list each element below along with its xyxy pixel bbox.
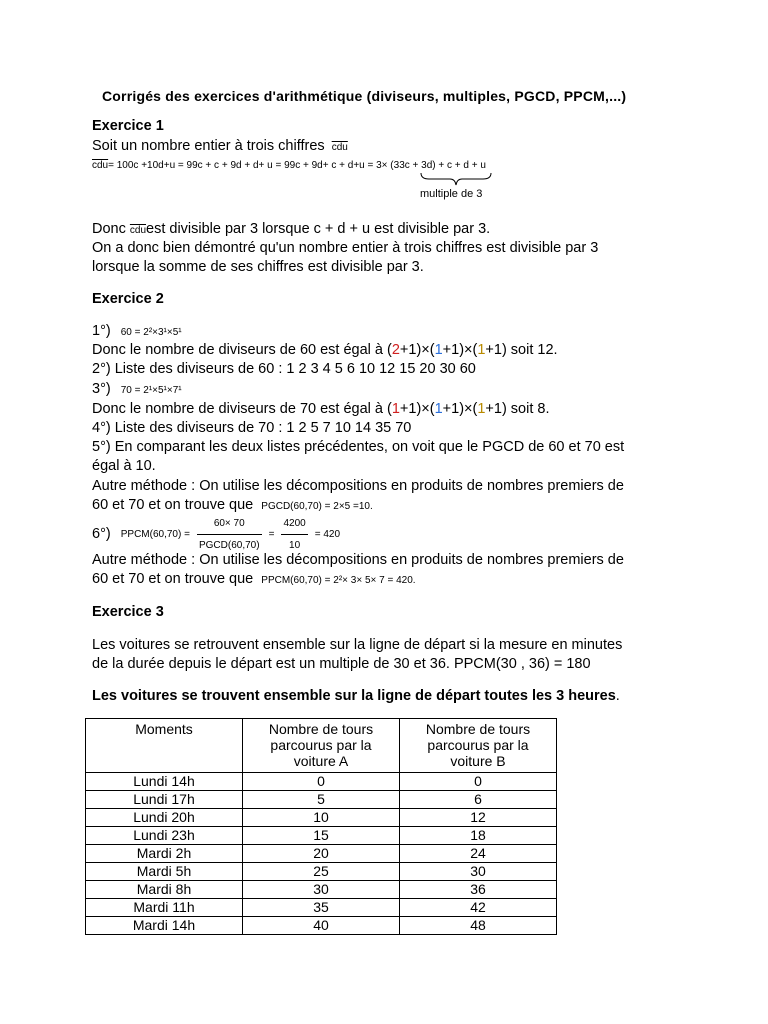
cell-moment: Mardi 11h (86, 899, 243, 917)
equation-text: = 100c +10d+u = 99c + c + 9d + d+ u = 99c + 9d+ c + d+u = 3× (33c + 3d) + c + d + u (108, 160, 486, 171)
underbrace-icon (420, 172, 492, 186)
cell-voiture-b: 0 (400, 773, 557, 791)
cell-voiture-b: 42 (400, 899, 557, 917)
exercise-3-heading: Exercice 3 (92, 604, 164, 620)
exercise-1-line2: On a donc bien démontré qu'un nombre entier à trois chiffres est divisible par 3 (92, 240, 599, 256)
method-1-line1: Autre méthode : On utilise les décompositions en produits de nombres premiers de (92, 478, 624, 494)
cdu-notation: $\overline{cdu}$ (331, 142, 348, 153)
cell-moment: Mardi 2h (86, 845, 243, 863)
question-1-divisors-count: Donc le nombre de diviseurs de 60 est égal à (2+1)×(1+1)×(1+1) soit 12. (92, 342, 558, 358)
table-row (86, 773, 557, 791)
table-row (86, 881, 557, 899)
q1-formula: 60 = 2²×3¹×5¹ (120, 327, 182, 338)
exercise-3-line1: Les voitures se retrouvent ensemble sur la ligne de départ si la mesure en minutes (92, 637, 623, 653)
cell-moment: Mardi 5h (86, 863, 243, 881)
ppcm-formula: PPCM(60,70) = 2²× 3× 5× 7 = 420 (261, 575, 413, 586)
cell-moment: Lundi 20h (86, 809, 243, 827)
exercise-3-conclusion: Les voitures se trouvent ensemble sur la ligne de départ toutes les 3 heures. (92, 688, 620, 704)
table-row (86, 917, 557, 935)
cell-voiture-b: 12 (400, 809, 557, 827)
method-2-line1: Autre méthode : On utilise les décompositions en produits de nombres premiers de (92, 552, 624, 568)
cell-voiture-a: 20 (243, 845, 400, 863)
cell-voiture-a: 25 (243, 863, 400, 881)
question-2: 2°) Liste des diviseurs de 60 : 1 2 3 4 5 6 10 12 15 20 30 60 (92, 361, 476, 377)
question-6: 6°) PPCM(60,70) = $\frac{60\times 70}{\text{PGCD(60,70)}}$ = $\frac{4200}{10}$ = 420 (92, 514, 340, 555)
table-row (86, 809, 557, 827)
intro-text: Soit un nombre entier à trois chiffres (92, 138, 325, 154)
cell-voiture-a: 30 (243, 881, 400, 899)
q3-label: 3°) (92, 381, 111, 397)
cell-voiture-a: 0 (243, 773, 400, 791)
question-1 (92, 322, 182, 342)
cdu-notation: $\overline{cdu}$ (92, 160, 109, 171)
cell-moment: Lundi 14h (86, 773, 243, 791)
table-header-row (86, 719, 557, 773)
exercise-1-intro (92, 137, 348, 157)
table-row (86, 863, 557, 881)
exercise-1-line3: lorsque la somme de ses chiffres est divisible par 3. (92, 259, 424, 275)
donc-rest: est divisible par 3 lorsque c + d + u est divisible par 3. (146, 221, 491, 237)
pgcd-formula: PGCD(60,70) = 2×5 =10 (261, 501, 370, 512)
exercise-1-conclusion (92, 220, 490, 240)
cell-voiture-a: 40 (243, 917, 400, 935)
cell-voiture-b: 6 (400, 791, 557, 809)
header-voiture-b: Nombre de tours parcourus par la voiture B (400, 719, 557, 773)
question-5-line1: 5°) En comparant les deux listes précédentes, on voit que le PGCD de 60 et 70 est (92, 439, 625, 455)
document-title: Corrigés des exercices d'arithmétique (diviseurs, multiples, PGCD, PPCM,...) (102, 88, 627, 104)
cell-moment: Mardi 8h (86, 881, 243, 899)
method-2-line2: 60 et 70 et on trouve que PPCM(60,70) = 2²× 3× 5× 7 = 420. (92, 571, 416, 587)
table-row (86, 899, 557, 917)
cell-voiture-b: 24 (400, 845, 557, 863)
laps-table (85, 718, 557, 935)
q1-label: 1°) (92, 323, 111, 339)
cell-voiture-b: 18 (400, 827, 557, 845)
fraction-2: $\frac{4200}{10}$ (281, 514, 307, 555)
exercise-1-heading: Exercice 1 (92, 118, 164, 134)
table-row (86, 845, 557, 863)
question-3 (92, 380, 182, 400)
q3-formula: 70 = 2¹×5¹×7¹ (120, 385, 182, 396)
cell-moment: Lundi 17h (86, 791, 243, 809)
exercise-2-heading: Exercice 2 (92, 291, 164, 307)
cell-voiture-a: 10 (243, 809, 400, 827)
cell-voiture-a: 15 (243, 827, 400, 845)
exercise-3-line2: de la durée depuis le départ est un multiple de 30 et 36. PPCM(30 , 36) = 180 (92, 656, 591, 672)
cdu-notation: $\overline{cdu}$ (129, 225, 147, 236)
cell-voiture-b: 36 (400, 881, 557, 899)
header-moments: Moments (86, 719, 243, 773)
header-voiture-a: Nombre de tours parcourus par la voiture A (243, 719, 400, 773)
brace-label: multiple de 3 (420, 188, 483, 200)
table-row (86, 827, 557, 845)
table-row (86, 791, 557, 809)
donc-text: Donc (92, 221, 126, 237)
cell-moment: Mardi 14h (86, 917, 243, 935)
fraction-1: $\frac{60\times 70}{\text{PGCD(60,70)}}$ (197, 514, 262, 555)
method-1-line2: 60 et 70 et on trouve que PGCD(60,70) = 2×5 =10. (92, 497, 373, 513)
question-3-divisors-count: Donc le nombre de diviseurs de 70 est égal à (1+1)×(1+1)×(1+1) soit 8. (92, 401, 550, 417)
question-4: 4°) Liste des diviseurs de 70 : 1 2 5 7 10 14 35 70 (92, 420, 412, 436)
exercise-1-equation (92, 160, 486, 171)
question-5-line2: égal à 10. (92, 458, 156, 474)
cell-moment: Lundi 23h (86, 827, 243, 845)
cell-voiture-b: 30 (400, 863, 557, 881)
cell-voiture-a: 5 (243, 791, 400, 809)
cell-voiture-b: 48 (400, 917, 557, 935)
cell-voiture-a: 35 (243, 899, 400, 917)
